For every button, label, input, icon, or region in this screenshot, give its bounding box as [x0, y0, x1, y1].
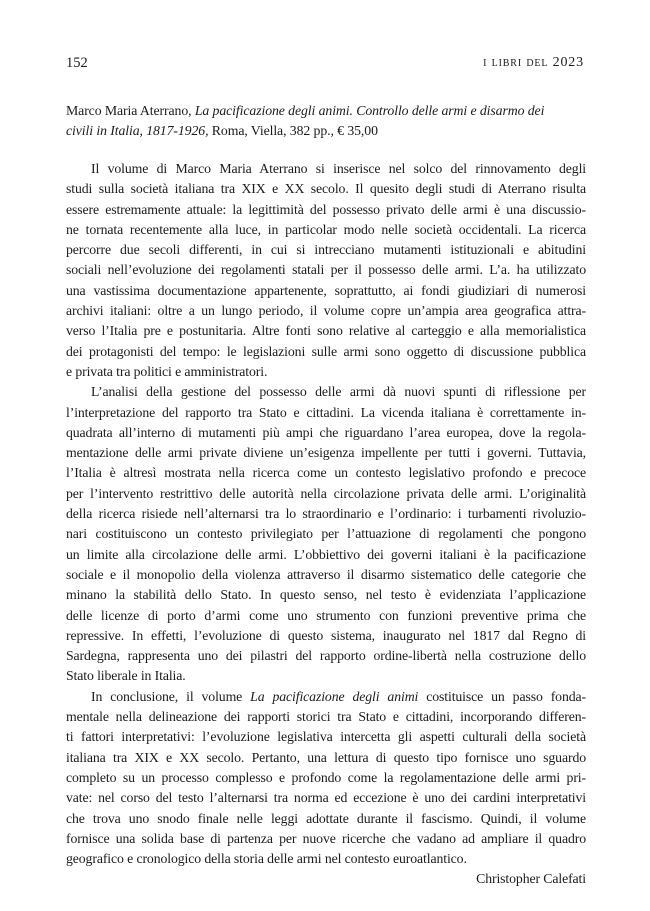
p3-book-title: La pacificazione degli animi [250, 688, 419, 704]
text-line [66, 687, 586, 707]
text-line: l’interpretazione del rapporto tra Stato e cittadini. La vicenda italiana è correttamente in- [66, 404, 586, 420]
text-line: percorre due secoli differenti, in cui si intrecciano mutamenti istituzionali e abitudini [66, 242, 586, 258]
text-line: verso l’Italia pre e postunitaria. Altre fonti sono relative al carteggio e alla memorialistica [66, 323, 586, 339]
text-line: un limite alla circolazione delle armi. L’obbiettivo dei governi italiani è la pacificazione [66, 546, 586, 562]
text-line: che trova uno snodo finale nelle leggi adottate durante il fascismo. Quindi, il volume [66, 810, 586, 826]
text-line: essere estremamente attuale: la legittimità del possesso privato delle armi è una discussio- [66, 201, 586, 217]
page-header [66, 53, 584, 73]
text-line: sociali nell’evoluzione dei regolamenti statali per il possesso delle armi. L’a. ha utilizzato [66, 262, 586, 278]
text-line: completo su un processo complesso e profondo come la regolamentazione delle armi pri- [66, 769, 586, 785]
text-line: L’analisi della gestione del possesso delle armi dà nuovi spunti di riflessione per [91, 384, 586, 400]
text-line: fornisce una solida base di partenza per nuove ricerche che vadano ad ampliare il quadro [66, 830, 586, 846]
p3-intro: In conclusione, il volume [91, 688, 243, 704]
text-line: mentale nella delineazione dei rapporti storici tra Stato e cittadini, incorporando differen- [66, 709, 586, 725]
text-line: quadrata all’interno di mutamenti più ampi che riguardano l’area europea, dove la regola- [66, 424, 586, 440]
text-line: repressive. In effetti, l’evoluzione di questo sistema, inaugurato nel 1817 dal Regno di [66, 627, 586, 643]
p3-continuation: costituisce un passo fonda- [426, 688, 586, 704]
text-line: Stato liberale in Italia. [66, 668, 186, 684]
running-head: i libri del 2023 [483, 55, 584, 70]
book-title-part-1: La pacificazione degli animi. Controllo delle armi e disarmo dei [194, 103, 545, 118]
text-line: della ricerca risiede nell’alternarsi tra lo straordinario e l’ordinario: i turbamenti rivoluzio- [66, 506, 586, 522]
text-line: minano la stabilità dello Stato. In questo senso, nel testo è evidenziata l’applicazione [66, 587, 586, 603]
text-line: mentazione delle armi private diviene un’esigenza impellente per tutti i governi. Tuttavia, [66, 445, 586, 461]
text-line: vate: nel corso del testo l’alternarsi tra norma ed eccezione è uno dei cardini interpretativi [66, 790, 586, 806]
text-line: per l’intervento restrittivo delle autorità nella circolazione privata delle armi. L’originalità [66, 485, 586, 501]
paragraph-1 [66, 159, 586, 382]
text-line: Sardegna, rappresenta uno dei pilastri del rapporto ordine-libertà nella costruzione dello [66, 648, 586, 664]
text-line: l’Italia è altresì mostrata nella ricerca come un contesto legislativo profondo e precoce [66, 465, 586, 481]
text-line: archivi italiani: oltre a un lungo periodo, il volume copre un’ampia area geografica attra- [66, 303, 586, 319]
text-line: sociale e il monopolio della violenza attraverso il disarmo sistematico delle categorie che [66, 566, 586, 582]
text-line: geografico e cronologico della storia delle armi nel contesto euroatlantico. [66, 851, 467, 867]
text-line: ti fattori interpretativi: l’evoluzione legislativa intercetta gli aspetti culturali della società [66, 729, 586, 745]
book-author: Marco Maria Aterrano, [66, 103, 192, 118]
bibliographic-entry [66, 101, 586, 141]
text-line: italiana tra XIX e XX secolo. Pertanto, una lettura di questo tipo fornisce uno sguardo [66, 749, 586, 765]
reviewer-signature: Christopher Calefati [476, 871, 586, 887]
text-line: e privata tra politici e amministratori. [66, 363, 268, 379]
text-line: una vastissima documentazione appartenente, soprattutto, ai fondi giudiziari di numerosi [66, 282, 586, 298]
text-line: ne tornata recentemente alla luce, in particolar modo nelle società occidentali. La ricerca [66, 221, 586, 237]
biblio-line-1 [66, 101, 586, 121]
book-title-part-2: civili in Italia, 1817-1926, [66, 123, 209, 138]
publication-details: Roma, Viella, 382 pp., € 35,00 [211, 123, 378, 138]
text-line: delle licenze di porto d’armi come uno strumento con funzioni preventive prima che [66, 607, 586, 623]
page-number: 152 [66, 55, 88, 71]
text-line: nari costituiscono un contesto privilegiato per l’attuazione di regolamenti che pongono [66, 526, 586, 542]
text-line: Il volume di Marco Maria Aterrano si inserisce nel solco del rinnovamento degli [91, 161, 586, 176]
paragraph-3 [66, 687, 586, 870]
paragraph-2 [66, 382, 586, 686]
biblio-line-2 [66, 121, 586, 141]
review-body [66, 159, 586, 890]
text-line: dei protagonisti del tempo: le legislazioni sulle armi sono oggetto di discussione pubblica [66, 343, 586, 359]
text-line: studi sulla società italiana tra XIX e XX secolo. Il quesito degli studi di Aterrano risulta [66, 181, 586, 197]
